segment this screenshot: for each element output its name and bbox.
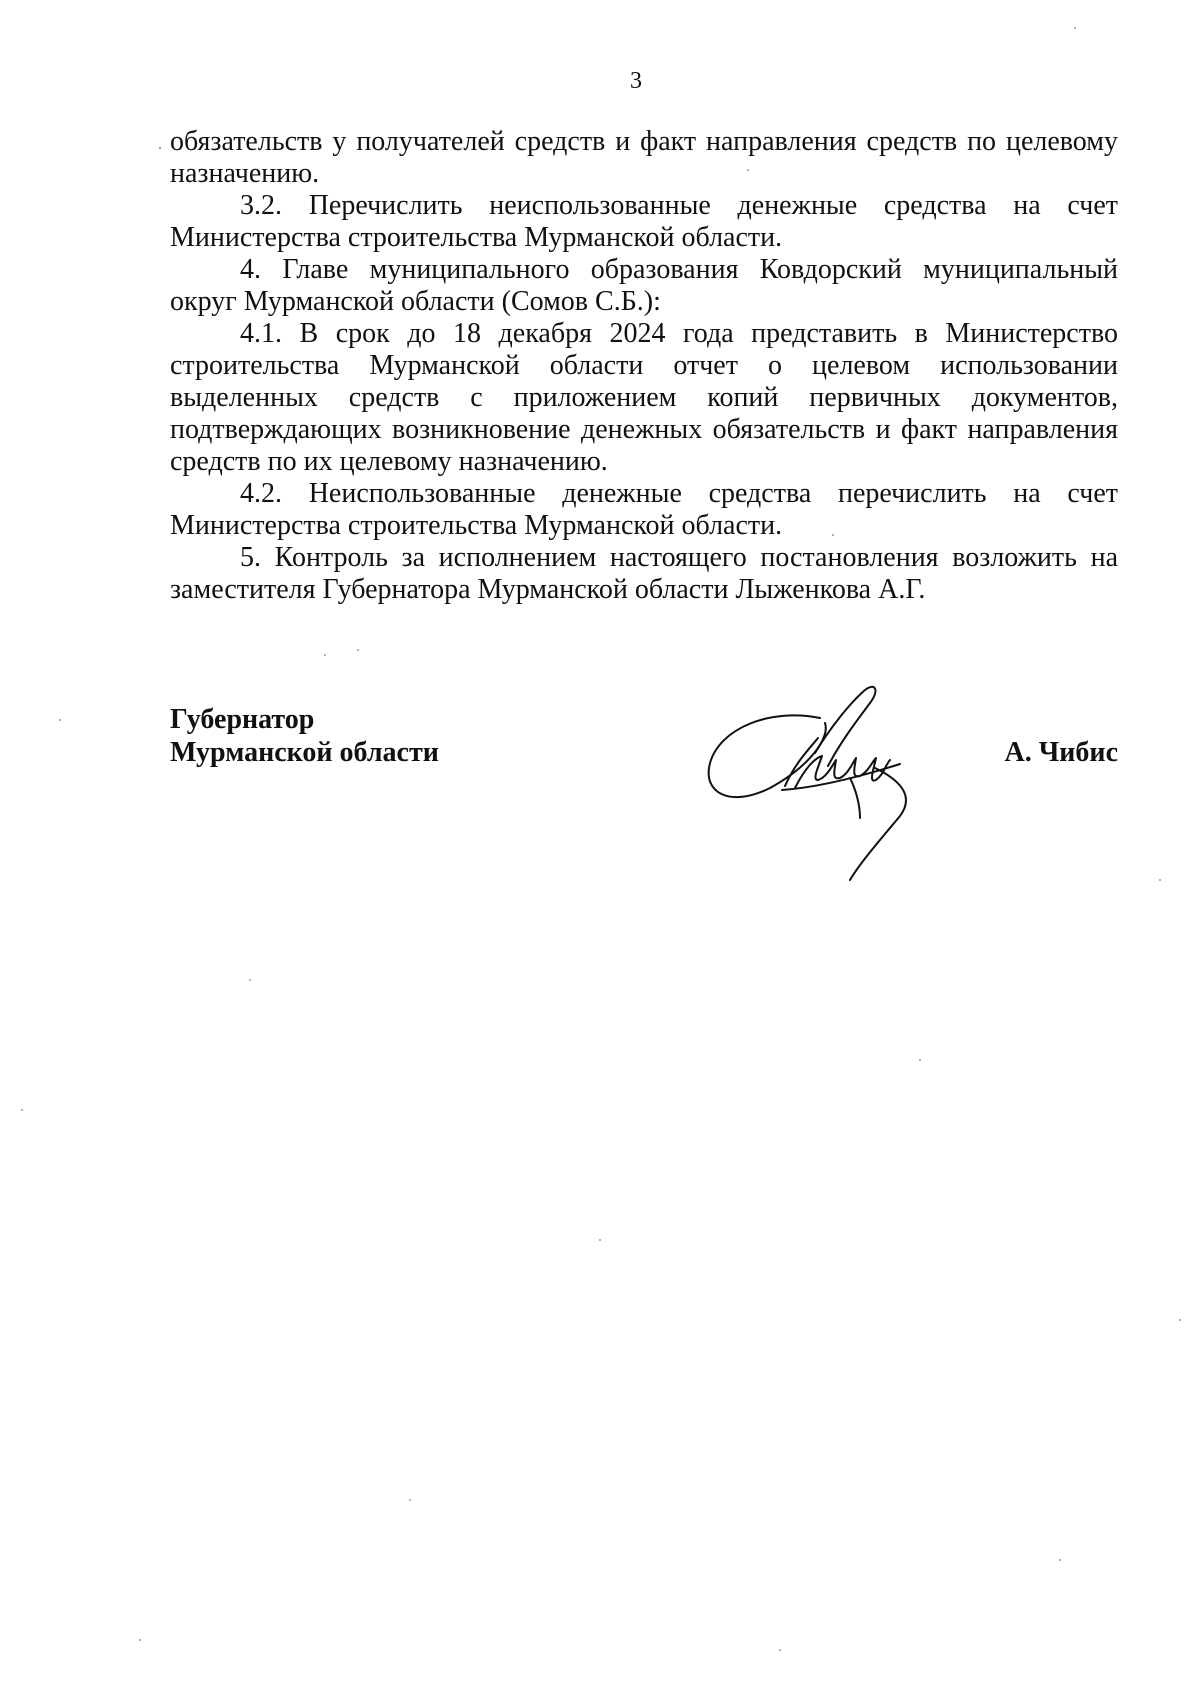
paragraph-5: 5. Контроль за исполнением настоящего постановления возложить на заместителя Губернатора Мурманской области Лыженкова А.Г. bbox=[170, 542, 1118, 605]
signatory-position-line2: Мурманской области bbox=[170, 737, 439, 768]
page-number: 3 bbox=[630, 68, 642, 94]
signatory-name: А. Чибис bbox=[1004, 737, 1118, 768]
paragraph-continuation: обязательств у получателей средств и факт направления средств по целевому назначению. bbox=[170, 126, 1118, 189]
document-body bbox=[170, 126, 1118, 606]
paragraph-4-1: 4.1. В срок до 18 декабря 2024 года представить в Министерство строительства Мурманской области отчет о целевом использовании выделенных средств с приложением копий первичных документов, подтверждающих возникновение денежных обязательств и факт направления средств по их целевому назначению. bbox=[170, 318, 1118, 477]
signature-block bbox=[170, 703, 1118, 833]
paragraph-4-2: 4.2. Неиспользованные денежные средства перечислить на счет Министерства строительства Мурманской области. bbox=[170, 478, 1118, 541]
signatory-position-line1: Губернатор bbox=[170, 704, 315, 735]
handwritten-signature bbox=[700, 668, 960, 888]
paragraph-4: 4. Главе муниципального образования Ковдорский муниципальный округ Мурманской области (Сомов С.Б.): bbox=[170, 254, 1118, 317]
paragraph-3-2: 3.2. Перечислить неиспользованные денежные средства на счет Министерства строительства Мурманской области. bbox=[170, 190, 1118, 253]
signatory-position bbox=[170, 703, 439, 769]
